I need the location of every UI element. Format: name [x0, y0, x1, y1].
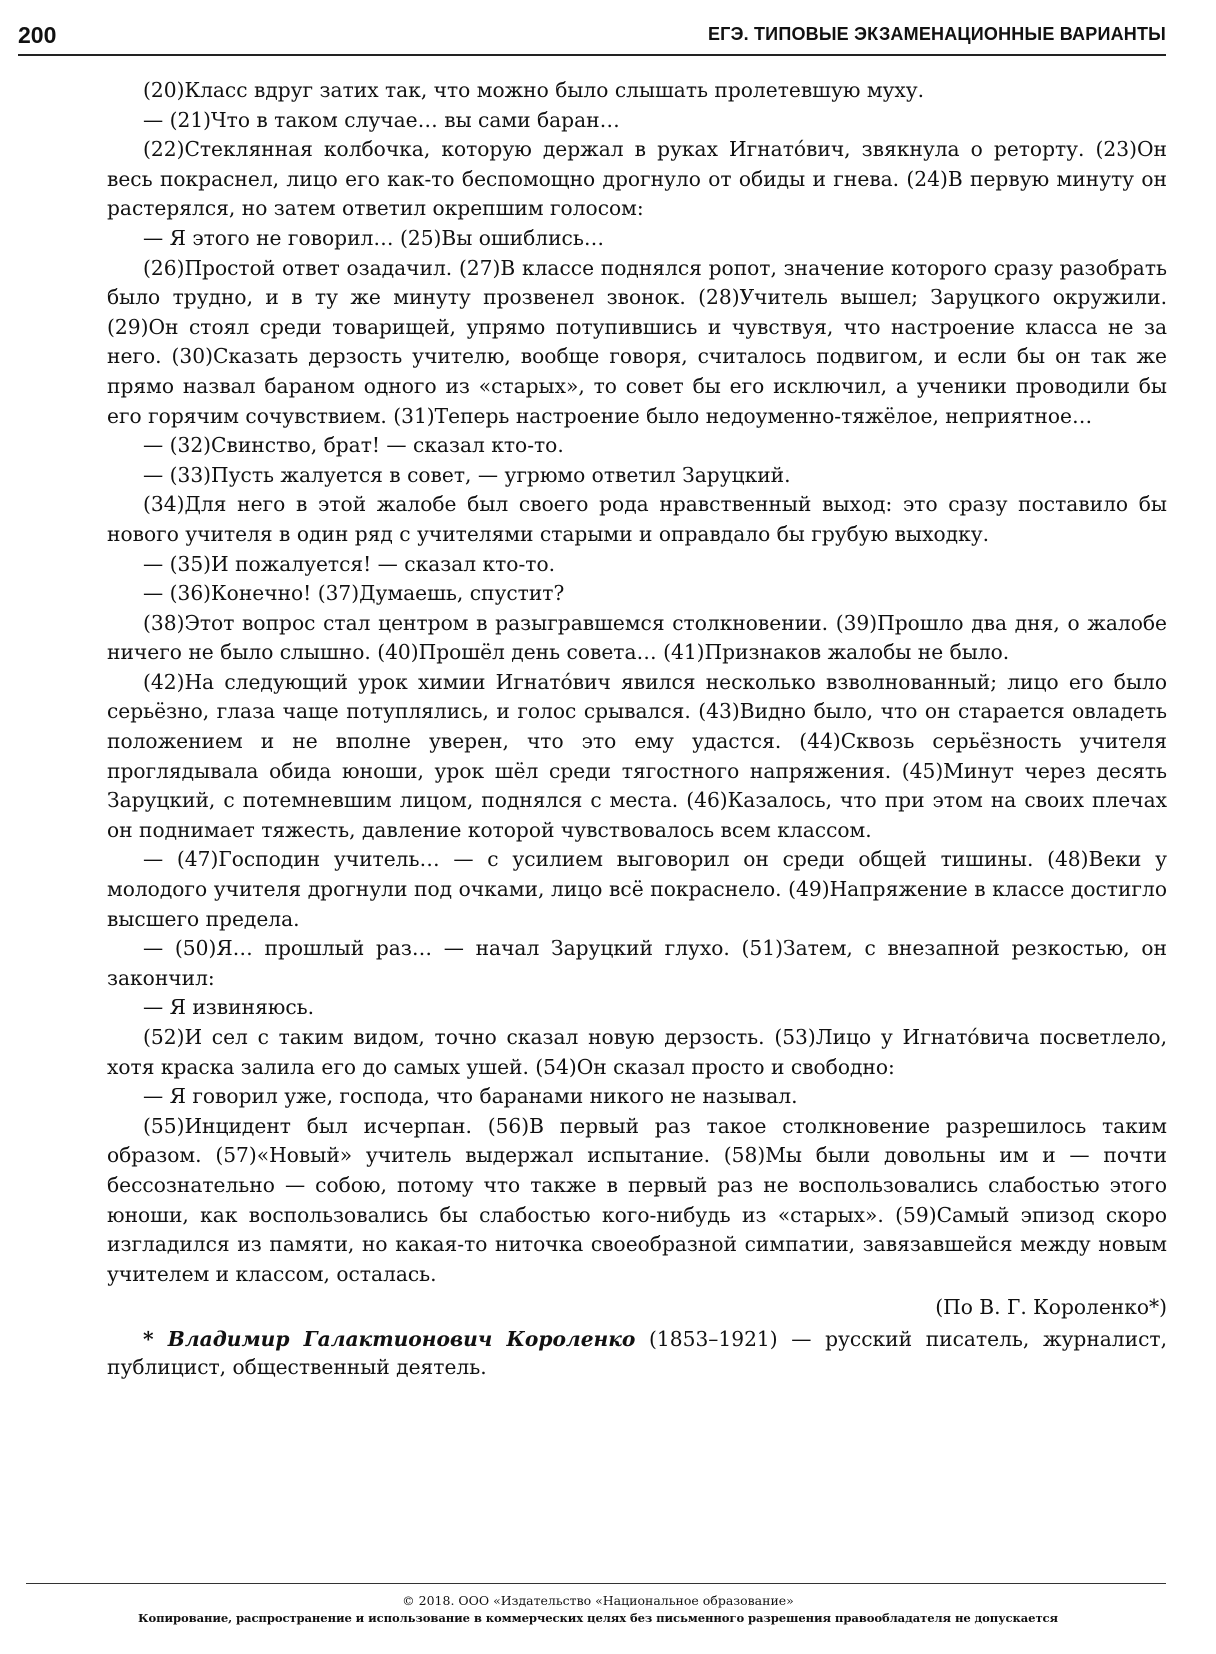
footer-divider	[26, 1583, 1166, 1584]
text-body	[107, 76, 1167, 1381]
source-attribution: (По В. Г. Короленко*)	[935, 1295, 1167, 1320]
paragraph: — Я говорил уже, господа, что баранами никого не называл.	[143, 1084, 798, 1109]
paragraph: — (32)Свинство, брат! — сказал кто-то.	[143, 433, 564, 458]
copyright-line: © 2018. ООО «Издательство «Национальное образование»	[402, 1593, 794, 1608]
paragraph: — (36)Конечно! (37)Думаешь, спустит?	[143, 581, 565, 606]
paragraph: — (47)Господин учитель… — с усилием выговорил он среди общей тишины. (48)Веки у молодого учителя дрогнули под очками, лицо всё покраснело. (49)Напряжение в классе достигло высшего предела.	[107, 847, 1167, 931]
page-header	[18, 22, 1166, 56]
footnote-author-name: * Владимир Галактионович Короленко	[143, 1326, 636, 1351]
author-footnote	[107, 1325, 1167, 1381]
paragraph: (20)Класс вдруг затих так, что можно было слышать пролетевшую муху.	[143, 78, 925, 102]
paragraph: — Я этого не говорил… (25)Вы ошиблись…	[143, 225, 605, 250]
paragraph: (38)Этот вопрос стал центром в разыгравшемся столкновении. (39)Прошло два дня, о жалобе ничего не было слышно. (40)Прошёл день совета… (41)Признаков жалобы не было.	[107, 610, 1167, 665]
page-number: 200	[18, 22, 57, 48]
paragraph: (22)Стеклянная колбочка, которую держал в руках Игнато́вич, звякнула о реторту. (23)Он весь покраснел, лицо его как-то беспомощно дрогнуло от обиды и гнева. (24)В первую минуту он растерялся, но затем ответил окрепшим голосом:	[107, 137, 1167, 221]
footnote-text: (1853–1921) — русский писатель, журналист, публицист, общественный деятель.	[107, 1326, 1167, 1379]
paragraph: — (33)Пусть жалуется в совет, — угрюмо ответил Заруцкий.	[143, 462, 791, 487]
paragraph: — (35)И пожалуется! — сказал кто-то.	[143, 551, 556, 576]
paragraph: — (21)Что в таком случае… вы сами баран…	[143, 107, 620, 132]
paragraph: — (50)Я… прошлый раз… — начал Заруцкий глухо. (51)Затем, с внезапной резкостью, он закончил:	[107, 936, 1167, 990]
running-title: ЕГЭ. ТИПОВЫЕ ЭКЗАМЕНАЦИОННЫЕ ВАРИАНТЫ	[707, 24, 1166, 44]
paragraph: (42)На следующий урок химии Игнато́вич явился несколько взволнованный; лицо его было серьёзно, глаза чаще потуплялись, и голос срывался. (43)Видно было, что он старается овладеть положением и не вполне уверен, что это ему удастся. (44)Сквозь серьёзность учителя проглядывала обида юноши, урок шёл среди тягостного напряжения. (45)Минут через десять Заруцкий, с потемневшим лицом, поднялся с места. (46)Казалось, что при этом на своих плечах он поднимает тяжесть, давление которой чувствовалось всем классом.	[107, 669, 1167, 842]
page-footer	[20, 1592, 1176, 1627]
paragraph: — Я извиняюсь.	[143, 995, 315, 1020]
paragraph: (52)И сел с таким видом, точно сказал новую дерзость. (53)Лицо у Игнато́вича посветлело, хотя краска залила его до самых ушей. (54)Он сказал просто и свободно:	[107, 1025, 1167, 1079]
rights-notice: Копирование, распространение и использование в коммерческих целях без письменного разрешения правообладателя не допускается	[138, 1611, 1058, 1625]
paragraph: (55)Инцидент был исчерпан. (56)В первый раз такое столкновение разрешилось таким образом. (57)«Новый» учитель выдержал испытание. (58)Мы были довольны им и — почти бессознательно — собою, потому что также в первый раз не воспользовались слабостью этого юноши, как воспользовались бы слабостью кого-нибудь из «старых». (59)Самый эпизод скоро изгладился из памяти, но какая-то ниточка своеобразной симпатии, завязавшейся между новым учителем и классом, осталась.	[107, 1113, 1167, 1286]
paragraph: (34)Для него в этой жалобе был своего рода нравственный выход: это сразу поставило бы нового учителя в один ряд с учителями старыми и оправдало бы грубую выходку.	[107, 492, 1167, 546]
paragraph: (26)Простой ответ озадачил. (27)В классе поднялся ропот, значение которого сразу разобрать было трудно, и в ту же минуту прозвенел звонок. (28)Учитель вышел; Заруцкого окружили. (29)Он стоял среди товарищей, упрямо потупившись и чувствуя, что настроение класса не за него. (30)Сказать дерзость учителю, вообще говоря, считалось подвигом, и если бы он так же прямо назвал бараном одного из «старых», то совет бы его исключил, а ученики проводили бы его горячим сочувствием. (31)Теперь настроение было недоуменно-тяжёлое, неприятное…	[107, 255, 1167, 428]
